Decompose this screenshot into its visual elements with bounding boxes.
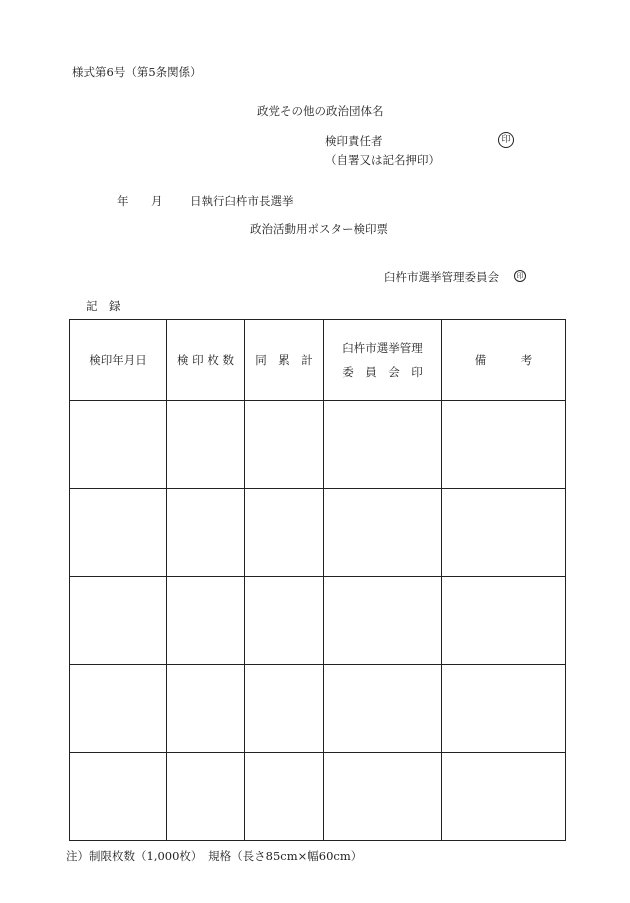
header-remarks: 備 考: [442, 320, 566, 401]
election-month-label: 月: [151, 194, 163, 208]
cell-count[interactable]: [167, 665, 245, 753]
table-row: [70, 753, 566, 841]
header-inspection-date: 検印年月日: [70, 320, 167, 401]
cell-seal[interactable]: [324, 401, 442, 489]
cell-count[interactable]: [167, 401, 245, 489]
header-committee-seal-line2: 委 員 会 印: [342, 365, 423, 379]
table-header-row: [70, 320, 566, 401]
cell-remarks[interactable]: [442, 577, 566, 665]
election-year-label: 年: [117, 194, 129, 208]
table-row: [70, 401, 566, 489]
cell-date[interactable]: [70, 401, 167, 489]
footnote: 注）制限枚数（1,000枚） 規格（長さ85cm×幅60cm）: [66, 849, 363, 863]
table-row: [70, 489, 566, 577]
record-table: [69, 319, 566, 841]
cell-remarks[interactable]: [442, 401, 566, 489]
seal-icon: 印: [498, 132, 514, 148]
cell-date[interactable]: [70, 577, 167, 665]
cell-seal[interactable]: [324, 665, 442, 753]
cell-date[interactable]: [70, 665, 167, 753]
cell-remarks[interactable]: [442, 753, 566, 841]
inspector-label: 検印責任者: [325, 134, 383, 148]
cell-cumulative[interactable]: [245, 753, 324, 841]
signature-note: （自署又は記名押印）: [325, 153, 440, 167]
cell-cumulative[interactable]: [245, 489, 324, 577]
table-row: [70, 665, 566, 753]
cell-cumulative[interactable]: [245, 665, 324, 753]
form-number: 様式第6号（第5条関係）: [72, 65, 202, 79]
cell-seal[interactable]: [324, 753, 442, 841]
party-name-label: 政党その他の政治団体名: [257, 104, 384, 118]
committee-seal-icon: 印: [514, 270, 526, 282]
header-inspection-count: 検 印 枚 数: [167, 320, 245, 401]
cell-count[interactable]: [167, 577, 245, 665]
header-committee-seal: [324, 320, 442, 401]
header-committee-seal-line1: 臼杵市選挙管理: [342, 341, 423, 355]
cell-cumulative[interactable]: [245, 401, 324, 489]
cell-seal[interactable]: [324, 489, 442, 577]
cell-date[interactable]: [70, 489, 167, 577]
committee-name: 臼杵市選挙管理委員会: [384, 270, 499, 284]
election-name: 日執行臼杵市長選挙: [190, 194, 294, 208]
cell-count[interactable]: [167, 753, 245, 841]
cell-remarks[interactable]: [442, 489, 566, 577]
record-label: 記 録: [86, 299, 121, 313]
document-title: 政治活動用ポスター検印票: [250, 222, 388, 236]
header-cumulative-total: 同 累 計: [245, 320, 324, 401]
table-row: [70, 577, 566, 665]
cell-cumulative[interactable]: [245, 577, 324, 665]
cell-date[interactable]: [70, 753, 167, 841]
cell-seal[interactable]: [324, 577, 442, 665]
cell-count[interactable]: [167, 489, 245, 577]
cell-remarks[interactable]: [442, 665, 566, 753]
